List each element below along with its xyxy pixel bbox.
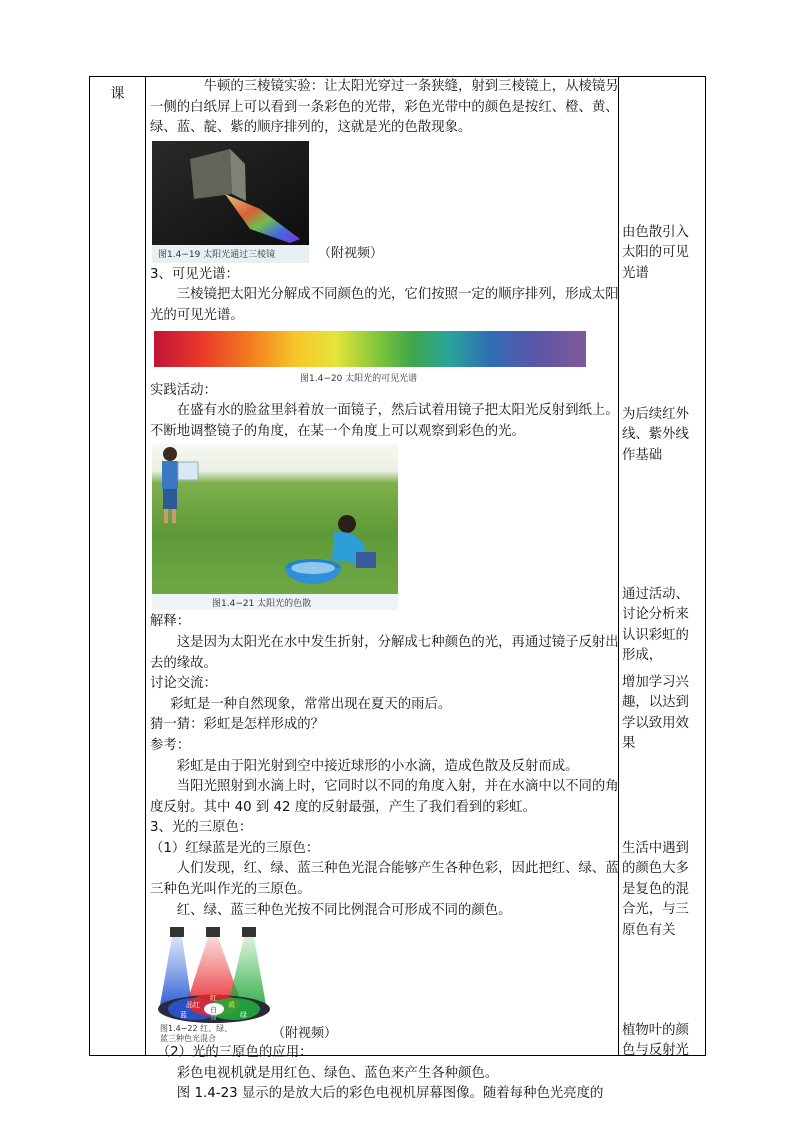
section-primary-colors: 3、光的三原色： xyxy=(150,820,253,836)
fig19-video-note: （附视频） xyxy=(318,245,384,261)
venn-magenta: 品红 xyxy=(186,1001,200,1010)
primary-sub-2: （2）光的三原色的应用： xyxy=(156,1045,313,1061)
lesson-table xyxy=(89,76,706,1102)
fig22-caption-line2: 蓝三种色光混合 xyxy=(160,1034,216,1044)
venn-green: 绿 xyxy=(240,1011,247,1020)
discuss-text: 彩虹是一种自然现象，常常出现在夏天的雨后。 xyxy=(170,696,452,712)
primary-text-2: 红、绿、蓝三种色光按不同比例混合可形成不同的颜色。 xyxy=(176,902,512,918)
main-content xyxy=(150,77,620,1105)
lesson-section-label: 课 xyxy=(110,86,125,102)
ref-text-2: 当阳光照射到水滴上时，它同时以不同的角度入射，并在水滴中以不同的角度反射。其中 40 到 42 度的反射最强，产生了我们看到的彩虹。 xyxy=(150,779,619,815)
fig20-caption: 图1.4−20 太阳光的可见光谱 xyxy=(300,373,418,384)
spectrum-bar xyxy=(154,331,586,367)
column-divider-1 xyxy=(145,77,146,1055)
primary-sub-1: （1）红绿蓝是光的三原色： xyxy=(150,840,320,856)
side-note-5: 生活中遇到的颜色大多是复色的混合光，与三原色有关 xyxy=(622,841,689,938)
app-text-1: 彩色电视机就是用红色、绿色、蓝色来产生各种颜色。 xyxy=(176,1065,499,1081)
fig22-video-note: （附视频） xyxy=(272,1026,338,1042)
fig19-caption: 图1.4−19 太阳光通过三棱镜 xyxy=(158,249,276,260)
discuss-title: 讨论交流： xyxy=(150,676,217,692)
figure-rgb-mixing xyxy=(150,921,620,1043)
figure-water-basin xyxy=(150,442,620,612)
explain-title: 解释： xyxy=(150,614,191,630)
lamp-left xyxy=(170,927,184,937)
fig21-caption: 图1.4−21 太阳光的色散 xyxy=(212,599,312,610)
rgb-mixing-diagram xyxy=(150,921,620,1043)
prism-photo xyxy=(150,139,620,265)
figure-spectrum xyxy=(150,327,620,384)
venn-cyan: 青 xyxy=(210,1013,217,1022)
explain-text: 这是因为太阳光在水中发生折射，分解成七种颜色的光，再通过镜子反射出去的缘故。 xyxy=(150,634,619,671)
fig22-caption-line1: 图1.4−22 红、绿、 xyxy=(160,1024,233,1034)
venn-yellow: 黄 xyxy=(228,1001,235,1010)
primary-text-1: 人们发现，红、绿、蓝三种色光混合能够产生各种色彩，因此把红、绿、蓝三种色光叫作光的三原色。 xyxy=(150,861,619,898)
side-note-2: 为后续红外线、紫外线作基础 xyxy=(622,407,689,463)
visible-spectrum-text: 三棱镜把太阳光分解成不同颜色的光，它们按照一定的顺序排列，形成太阳光的可见光谱。 xyxy=(150,287,619,323)
app-text-2: 图 1.4-23 显示的是放大后的彩色电视机屏幕图像。随着每种色光亮度的 xyxy=(176,1086,604,1102)
side-note-4: 增加学习兴趣，以达到学以致用效果 xyxy=(622,675,689,752)
section-visible-spectrum: 3、可见光谱： xyxy=(150,266,239,282)
guess-text: 猜一猜：彩虹是怎样形成的？ xyxy=(150,717,325,733)
ref-title: 参考： xyxy=(150,737,191,753)
venn-blue: 蓝 xyxy=(180,1011,187,1020)
practice-text: 在盛有水的脸盆里斜着放一面镜子，然后试着用镜子把太阳光反射到纸上。不断地调整镜子的角度，在某一个角度上可以观察到彩色的光。 xyxy=(150,403,619,439)
practice-title: 实践活动： xyxy=(150,382,217,398)
venn-white: 白 xyxy=(210,1006,217,1015)
figure-prism xyxy=(150,139,620,265)
side-note-6: 植物叶的颜色与反射光 xyxy=(622,1023,689,1059)
lamp-middle xyxy=(206,927,220,937)
lamp-right xyxy=(242,927,256,937)
venn-red: 红 xyxy=(210,994,217,1003)
ref-text-1: 彩虹是由于阳光射到空中接近球形的小水滴，造成色散及反射而成。 xyxy=(176,758,579,774)
side-note-3: 通过活动、讨论分析来认识彩虹的形成， xyxy=(622,587,689,664)
basin-photo xyxy=(150,442,620,612)
side-note-1: 由色散引入太阳的可见光谱 xyxy=(622,225,689,281)
intro-paragraph: 牛顿的三棱镜实验：让太阳光穿过一条狭缝，射到三棱镜上，从棱镜另一侧的白纸屏上可以看到一条彩色的光带，彩色光带中的颜色是按红、橙、黄、绿、蓝、靛、紫的顺序排列的，这就是光的色散现象。 xyxy=(150,79,619,136)
